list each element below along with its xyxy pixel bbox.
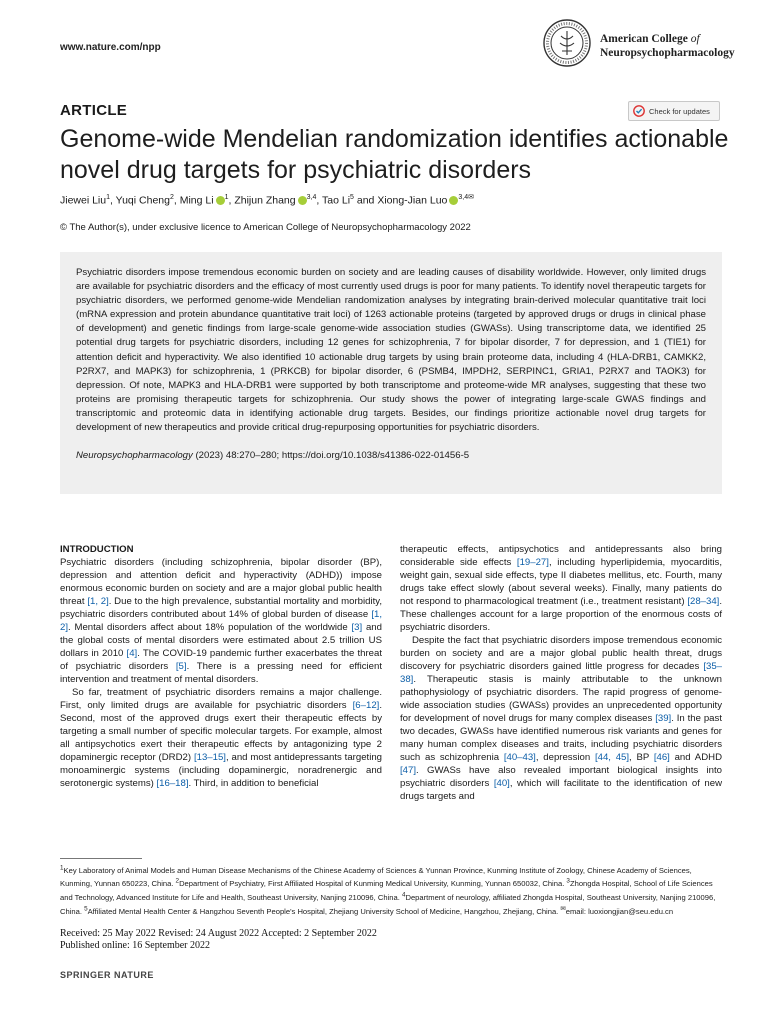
author-affiliation: 1 xyxy=(106,194,111,201)
published-online: Published online: 16 September 2022 xyxy=(60,940,210,951)
acnp-logo xyxy=(542,18,735,74)
check-updates-label: Check for updates xyxy=(649,106,710,116)
author-affiliation: 2 xyxy=(169,194,174,201)
affiliations-footnotes xyxy=(60,858,722,918)
reference-link[interactable]: [16–18] xyxy=(156,778,189,789)
section-heading: INTRODUCTION xyxy=(60,544,134,555)
journal-url[interactable]: www.nature.com/npp xyxy=(60,42,161,53)
footnote-divider xyxy=(60,858,142,859)
citation-journal: Neuropsychopharmacology xyxy=(76,450,193,462)
reference-link[interactable]: [46] xyxy=(653,752,670,763)
author-affiliation: 3,4✉ xyxy=(458,194,474,201)
reference-link[interactable]: [39] xyxy=(655,713,672,724)
reference-link[interactable]: [4] xyxy=(126,648,138,659)
author-name[interactable]: Tao Li xyxy=(322,194,351,207)
corresponding-email: ✉email: luoxiongjian@seu.edu.cn xyxy=(560,905,674,917)
affiliation: $^4$Department of neurology, affiliated Zhongda Hospital, Southeast University, Nanjing 210096, China. xyxy=(60,891,716,917)
orcid-icon[interactable] xyxy=(216,196,225,205)
paragraph: So far, treatment of psychiatric disorders remains a major challenge. First, only limited drugs are available for psychiatric disorders [6–12]. Second, most of the approved drugs exert their therapeutic effects by targeting a small number of specific molecular targets. For example, almost all antipsychotics exert their therapeutic effects by antagonizing type 2 dopaminergic receptor (DRD2) [13–15], and most antidepressants targeting monoaminergic systems (including dopaminergic, noradrenergic and serotonergic systems) [16–18]. Third, in addition to beneficial xyxy=(60,687,382,789)
reference-link[interactable]: [35–38] xyxy=(400,661,722,685)
publisher-logo: SPRINGER NATURE xyxy=(60,970,154,980)
paragraph: Psychiatric disorders (including schizophrenia, bipolar disorder (BP), depression and attention deficit and hyperactivity (ADHD)) impose enormous economic burden on society and are a major global public health threat [1, 2]. Due to the high prevalence, substantial mortality and morbidity, psychiatric disorders contributed about 14% of global burden of disease [1, 2]. Mental disorders affect about 18% population of the worldwide [3] and the global costs of mental disorders were estimated about 2.5 trillion US dollars in 2010 [4]. The COVID-19 pandemic further exacerbates the threat of psychiatric disorders [5]. There is a pressing need for efficient intervention and treatment of mental disorders. xyxy=(60,557,382,685)
orcid-icon[interactable] xyxy=(298,196,307,205)
reference-link[interactable]: [28–34] xyxy=(687,596,720,607)
article-title: Genome-wide Mendelian randomization identifies actionable novel drug targets for psychiatric disorders xyxy=(60,125,729,184)
reference-link[interactable]: [40–43] xyxy=(503,752,536,763)
body-column-right xyxy=(400,543,722,803)
publication-dates xyxy=(60,928,377,952)
author-name[interactable]: Jiewei Liu xyxy=(60,194,107,207)
paragraph: Despite the fact that psychiatric disorders impose tremendous economic burden on society and are a major global public health threat, drugs discovery for psychiatric disorders gained little progress for decades [35–38]. Therapeutic stasis is mainly attributable to the unknown pathophysiology of psychiatric disorders. The rapid progress of genome-wide association studies (GWASs) provides an unprecedented opportunity for development of novel drugs for many complex diseases [39]. In the past two decades, GWASs have identified numerous risk variants and genes for many human complex diseases and traits, including psychiatric disorders such as schizophrenia [40–43], depression [44, 45], BP [46] and ADHD [47]. GWASs have also revealed important biological insights into psychiatric disorders [40], which will facilitate to the identification of new drugs targets and xyxy=(400,635,722,802)
citation-details: (2023) 48:270–280; https://doi.org/10.1038/s41386-022-01456-5 xyxy=(192,450,470,462)
affiliation: $^1$Key Laboratory of Animal Models and Human Disease Mechanisms of the Chinese Academy of Sciences & Yunnan Province, Kunming Institute of Zoology, Chinese Academy of Sciences, Kunming, Yunnan 650223, China. xyxy=(60,864,692,889)
paragraph: therapeutic effects, antipsychotics and antidepressants also bring considerable side effects [19–27], including hyperlipidemia, myocarditis, weight gain, sexual side effects, type II diabetes mellitus, etc. Fourth, many drugs take effect slowly (about several weeks). Finally, many patients do not respond to pharmacological treatment (i.e., treatment resistant) [28–34]. These challenges account for a large proportion of the enormous costs of psychiatric disorders. xyxy=(400,544,722,633)
author-affiliation: 5 xyxy=(350,194,354,201)
affiliation: $^2$Department of Psychiatry, First Affiliated Hospital of Kunming Medical University, Kunming, Yunnan 650032, China. xyxy=(175,877,567,889)
author-name[interactable]: Zhijun Zhang xyxy=(234,194,296,207)
author-affiliation: 1 xyxy=(224,194,229,201)
affiliation: $^5$Affiliated Mental Health Center & Hangzhou Seventh People's Hospital, Zhejiang University School of Medicine, Hangzhou, Zhejiang, China. xyxy=(84,905,561,917)
reference-link[interactable]: [6–12] xyxy=(352,700,380,711)
abstract-box xyxy=(60,252,722,494)
author-name[interactable]: Xiong-Jian Luo xyxy=(377,194,448,207)
author-name[interactable]: Ming Li xyxy=(179,194,214,207)
citation-line xyxy=(76,449,706,463)
reference-link[interactable]: [1, 2] xyxy=(60,609,382,633)
article-type: ARTICLE xyxy=(60,102,128,119)
reference-link[interactable]: [5] xyxy=(175,661,187,672)
body-column-left xyxy=(60,543,382,790)
abstract-text: Psychiatric disorders impose tremendous economic burden on society and are leading causes of disability worldwide. However, only limited drugs are available for psychiatric disorders and the efficacy of most currently used drugs is poor for many patients. To identify novel therapeutic targets for psychiatric disorders, we performed genome-wide Mendelian randomization analyses by integrating brain-derived molecular quantitative trait loci (mRNA expression and protein abundance quantitative trait loci) of 1263 actionable proteins (targeted by approved drugs or drugs in clinical phase of development) and genetic findings from large-scale genome-wide association studies (GWASs). Using transcriptome data, we identified 25 potential drug targets for psychiatric disorders, including 12 genes for schizophrenia, 7 for bipolar disorder, 7 for depression, and 1 (TIE1) for attention deficit and hyperactivity. We also identified 10 actionable drug targets by using brain proteome data, including 4 (HLA-DRB1, CAMKK2, P2RX7, and MAPK3) for schizophrenia, 1 (PRKCB) for bipolar disorder, 6 (PSMB4, IMPDH2, SERPINC1, GRIA1, P2RX7 and TAOK3) for depression. Of note, MAPK3 and HLA-DRB1 were supported by both transcriptome and proteome-wide MR analyses, suggesting that these two proteins are promising therapeutic targets for schizophrenia. Our study shows the power of integrating large-scale GWAS findings and transcriptomic and proteomic data in identifying actionable drug targets. Besides, our findings prioritize actionable novel drug targets for development of new therapeutics and provide critical drug-repurposing opportunities for psychiatric disorders. xyxy=(76,267,706,434)
author-list: Jiewei Liu$^1$, Yuqi Cheng$^2$, Ming Li $^1$, Zhijun Zhang $^{3,4}$, Tao Li$^5$ and Xiong-Jian Luo $^{3,4✉}$ xyxy=(60,194,474,207)
check-for-updates-button[interactable] xyxy=(628,101,720,121)
reference-link[interactable]: [40] xyxy=(493,778,510,789)
acnp-seal-icon xyxy=(542,18,592,68)
reference-link[interactable]: [44, 45] xyxy=(594,752,630,763)
affiliation: $^3$Zhongda Hospital, School of Life Sciences and Technology, Advanced Institute for Life and Health, Southeast University, Nanjing 210096, China. xyxy=(60,877,713,903)
authors-and: and xyxy=(356,194,375,207)
reference-link[interactable]: [1, 2] xyxy=(87,596,109,607)
reference-link[interactable]: [47] xyxy=(400,765,417,776)
author-name[interactable]: Yuqi Cheng xyxy=(115,194,170,207)
check-updates-icon xyxy=(633,105,645,117)
copyright-notice: © The Author(s), under exclusive licence to American College of Neuropsychopharmacology 2022 xyxy=(60,222,471,233)
author-affiliation: 3,4 xyxy=(306,194,317,201)
reference-link[interactable]: [13–15] xyxy=(193,752,226,763)
received-revised-accepted: Received: 25 May 2022 Revised: 24 August 2022 Accepted: 2 September 2022 xyxy=(60,928,377,939)
reference-link[interactable]: [3] xyxy=(351,622,363,633)
reference-link[interactable]: [19–27] xyxy=(516,557,549,568)
acnp-logo-text: American College of Neuropsychopharmacology xyxy=(600,33,735,59)
